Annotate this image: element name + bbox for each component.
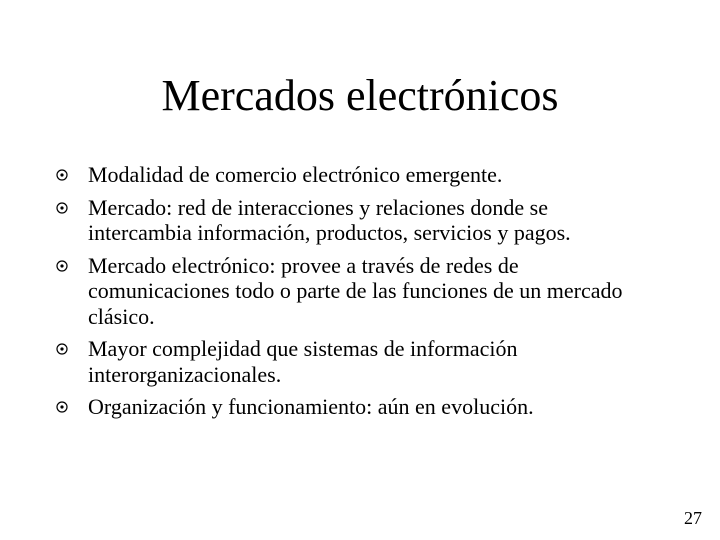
slide-title: Mercados electrónicos <box>161 71 559 120</box>
list-item <box>56 394 656 420</box>
bullet-text: Modalidad de comercio electrónico emergente. <box>88 162 503 187</box>
bullet-text: Organización y funcionamiento: aún en evolución. <box>88 394 534 419</box>
bullet-icon <box>56 202 68 214</box>
list-item <box>56 162 656 188</box>
bullet-list <box>56 162 656 420</box>
list-item <box>56 336 656 387</box>
bullet-icon <box>56 260 68 272</box>
bullet-icon <box>56 343 68 355</box>
bullet-icon <box>56 401 68 413</box>
page-number: 27 <box>684 508 702 528</box>
bullet-text: Mercado electrónico: provee a través de redes de comunicaciones todo o parte de las funciones de un mercado clásico. <box>88 252 623 329</box>
bullet-text: Mercado: red de interacciones y relaciones donde se intercambia información, productos, servicios y pagos. <box>88 194 571 245</box>
bullet-icon <box>56 169 68 181</box>
list-item <box>56 195 656 246</box>
bullet-text: Mayor complejidad que sistemas de información interorganizacionales. <box>88 336 518 387</box>
list-item <box>56 253 656 330</box>
